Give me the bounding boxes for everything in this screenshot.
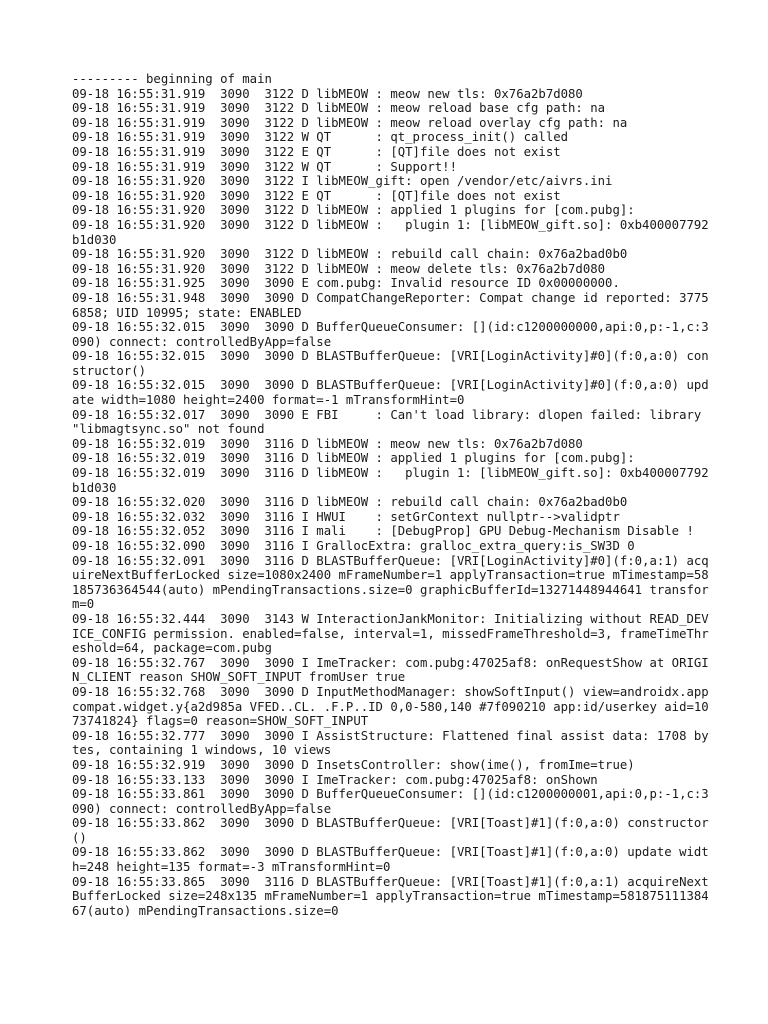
log-line: 09-18 16:55:32.052 3090 3116 I mali : [DebugProp] GPU Debug-Mechanism Disable ! bbox=[72, 524, 694, 539]
log-line: 09-18 16:55:33.861 3090 3090 D BufferQueueConsumer: [](id:c1200000001,api:0,p:-1,c:3090) connect: controlledByApp=false bbox=[72, 787, 709, 816]
log-entries bbox=[72, 87, 712, 919]
log-line: 09-18 16:55:31.920 3090 3122 E QT : [QT]file does not exist bbox=[72, 188, 561, 203]
log-line: 09-18 16:55:32.017 3090 3090 E FBI : Can't load library: dlopen failed: library "libmagtsync.so" not found bbox=[72, 407, 709, 437]
log-line: 09-18 16:55:31.948 3090 3090 D CompatChangeReporter: Compat change id reported: 37756858; UID 10995; state: ENABLED bbox=[72, 290, 709, 320]
log-line: 09-18 16:55:32.019 3090 3116 D libMEOW : applied 1 plugins for [com.pubg]: bbox=[72, 451, 635, 466]
log-line: 09-18 16:55:32.768 3090 3090 D InputMethodManager: showSoftInput() view=androidx.appcompat.widget.y{a2d985a VFED..CL. .F.P..ID 0,0-580,140 #7f090210 app:id/userkey aid=1073741824} flags=0 reason=SHOW_SOFT_INPUT bbox=[72, 684, 709, 729]
log-line: 09-18 16:55:31.920 3090 3122 D libMEOW : plugin 1: [libMEOW_gift.so]: 0xb400007792b1d030 bbox=[72, 217, 709, 247]
log-line: 09-18 16:55:31.925 3090 3090 E com.pubg: Invalid resource ID 0x00000000. bbox=[72, 276, 620, 291]
log-line: 09-18 16:55:32.767 3090 3090 I ImeTracker: com.pubg:47025af8: onRequestShow at ORIGIN_CLIENT reason SHOW_SOFT_INPUT fromUser true bbox=[72, 655, 709, 685]
log-line: 09-18 16:55:33.133 3090 3090 I ImeTracker: com.pubg:47025af8: onShown bbox=[72, 772, 598, 787]
log-line: 09-18 16:55:32.015 3090 3090 D BLASTBufferQueue: [VRI[LoginActivity]#0](f:0,a:0) constructor() bbox=[72, 349, 709, 378]
log-line: 09-18 16:55:32.444 3090 3143 W InteractionJankMonitor: Initializing without READ_DEVICE_CONFIG permission. enabled=false, interval=1, missedFrameThreshold=3, frameTimeThreshold=64, package=com.pubg bbox=[72, 611, 709, 656]
log-line: 09-18 16:55:32.032 3090 3116 I HWUI : setGrContext nullptr-->validptr bbox=[72, 509, 620, 524]
log-line: 09-18 16:55:32.090 3090 3116 I GrallocExtra: gralloc_extra_query:is_SW3D 0 bbox=[72, 539, 635, 553]
log-line: 09-18 16:55:32.019 3090 3116 D libMEOW : plugin 1: [libMEOW_gift.so]: 0xb400007792b1d030 bbox=[72, 466, 709, 495]
log-line: 09-18 16:55:31.919 3090 3122 W QT : Support!! bbox=[72, 159, 457, 174]
log-line: 09-18 16:55:31.919 3090 3122 D libMEOW : meow reload overlay cfg path: na bbox=[72, 115, 628, 130]
log-line: 09-18 16:55:32.919 3090 3090 D InsetsController: show(ime(), fromIme=true) bbox=[72, 757, 635, 772]
log-line: 09-18 16:55:32.091 3090 3116 D BLASTBufferQueue: [VRI[LoginActivity]#0](f:0,a:1) acquireNextBufferLocked size=1080x2400 mFrameNumber=1 applyTransaction=true mTimestamp=58185736364544(auto) mPendingTransactions.size=0 graphicBufferId=13271448944641 transform=0 bbox=[72, 553, 709, 612]
log-line: 09-18 16:55:31.920 3090 3122 D libMEOW : rebuild call chain: 0x76a2bad0b0 bbox=[72, 247, 628, 262]
log-line: 09-18 16:55:31.920 3090 3122 D libMEOW : applied 1 plugins for [com.pubg]: bbox=[72, 203, 635, 218]
log-document bbox=[72, 72, 712, 918]
log-line: 09-18 16:55:32.020 3090 3116 D libMEOW : rebuild call chain: 0x76a2bad0b0 bbox=[72, 495, 628, 510]
log-line: 09-18 16:55:33.862 3090 3090 D BLASTBufferQueue: [VRI[Toast]#1](f:0,a:0) constructor() bbox=[72, 816, 709, 845]
log-header: --------- beginning of main bbox=[72, 72, 272, 86]
log-line: 09-18 16:55:32.015 3090 3090 D BufferQueueConsumer: [](id:c1200000000,api:0,p:-1,c:3090) connect: controlledByApp=false bbox=[72, 320, 709, 349]
log-line: 09-18 16:55:31.920 3090 3122 I libMEOW_gift: open /vendor/etc/aivrs.ini bbox=[72, 174, 613, 189]
log-line: 09-18 16:55:31.920 3090 3122 D libMEOW : meow delete tls: 0x76a2b7d080 bbox=[72, 261, 606, 276]
log-line: 09-18 16:55:31.919 3090 3122 D libMEOW : meow new tls: 0x76a2b7d080 bbox=[72, 86, 583, 101]
log-line: 09-18 16:55:32.019 3090 3116 D libMEOW : meow new tls: 0x76a2b7d080 bbox=[72, 436, 583, 451]
log-line: 09-18 16:55:32.777 3090 3090 I AssistStructure: Flattened final assist data: 1708 bytes, containing 1 windows, 10 views bbox=[72, 728, 709, 758]
log-line: 09-18 16:55:33.865 3090 3116 D BLASTBufferQueue: [VRI[Toast]#1](f:0,a:1) acquireNextBufferLocked size=248x135 mFrameNumber=1 applyTransaction=true mTimestamp=58187511138467(auto) mPendingTransactions.size=0 bbox=[72, 874, 709, 918]
log-line: 09-18 16:55:31.919 3090 3122 E QT : [QT]file does not exist bbox=[72, 144, 561, 159]
log-line: 09-18 16:55:32.015 3090 3090 D BLASTBufferQueue: [VRI[LoginActivity]#0](f:0,a:0) update width=1080 height=2400 format=-1 mTransformHint=0 bbox=[72, 378, 709, 408]
log-line: 09-18 16:55:31.919 3090 3122 D libMEOW : meow reload base cfg path: na bbox=[72, 101, 606, 116]
log-line: 09-18 16:55:33.862 3090 3090 D BLASTBufferQueue: [VRI[Toast]#1](f:0,a:0) update width=248 height=135 format=-3 mTransformHint=0 bbox=[72, 845, 709, 875]
log-line: 09-18 16:55:31.919 3090 3122 W QT : qt_process_init() called bbox=[72, 130, 569, 145]
